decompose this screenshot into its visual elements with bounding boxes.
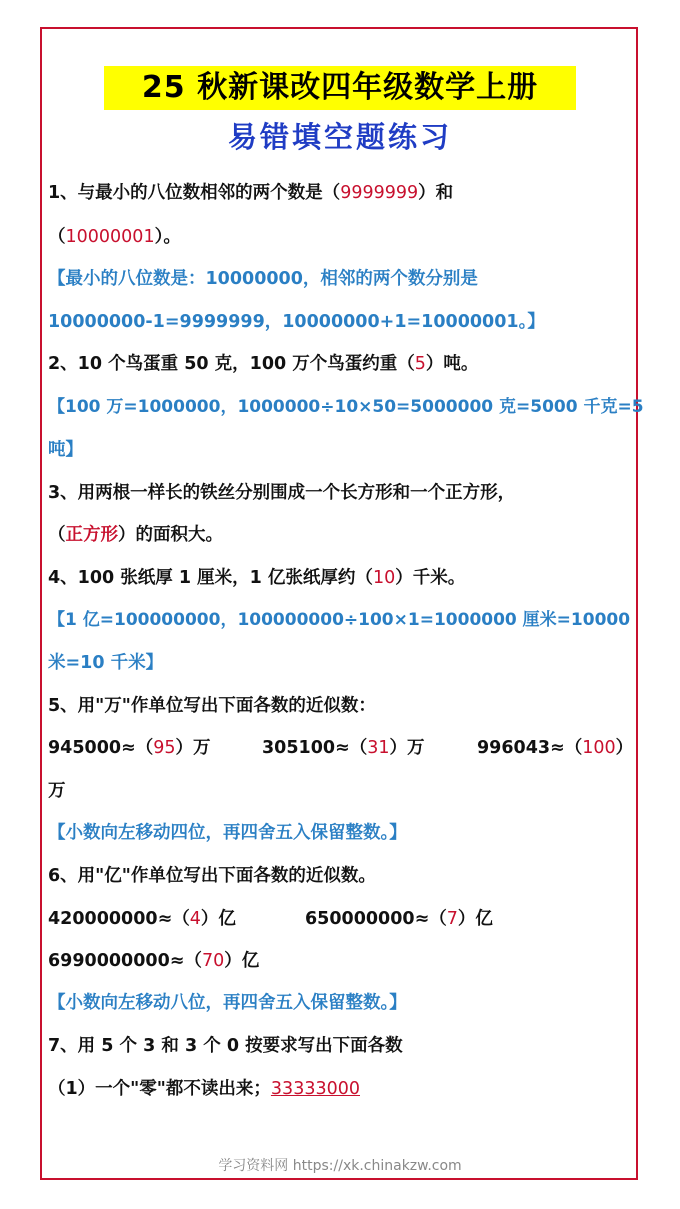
question-6-answer-1: 4 — [189, 909, 201, 929]
question-3-line-2 — [48, 520, 223, 550]
question-5-part-3 — [477, 733, 633, 763]
page-subtitle: 易错填空题练习 — [227, 120, 452, 154]
question-6-part-1-text: 420000000≈（ — [48, 909, 190, 929]
question-4 — [48, 563, 465, 593]
question-2 — [48, 349, 478, 379]
question-1-text-d: ）。 — [154, 227, 181, 247]
explanation-4-line-2: 米=10 千米】 — [48, 653, 164, 673]
question-5-part-3-text: 996043≈（ — [477, 738, 583, 758]
question-5-part-3-close: ） — [615, 738, 634, 758]
question-5-answer-1: 95 — [153, 738, 176, 758]
question-5-answer-3: 100 — [582, 738, 616, 758]
question-7-sub-1-text: （1）一个"零"都不读出来； — [48, 1079, 271, 1099]
question-6-answer-3: 70 — [201, 951, 225, 971]
question-6-part-3 — [48, 946, 259, 976]
explanation-5: 【小数向左移动四位，再四舍五入保留整数。】 — [48, 823, 407, 843]
question-1-answer-2: 10000001 — [65, 227, 155, 247]
question-5-part-2-unit: ）万 — [389, 738, 425, 758]
question-7-line-1: 7、用 5 个 3 和 3 个 0 按要求写出下面各数 — [48, 1036, 403, 1056]
question-6-part-3-text: 6990000000≈（ — [48, 951, 202, 971]
question-7-sub-1 — [48, 1074, 360, 1104]
question-5-part-1 — [48, 733, 211, 763]
question-2-text: 2、10 个鸟蛋重 50 克，100 万个鸟蛋约重（ — [48, 354, 415, 374]
question-4-text-b: ）千米。 — [395, 568, 466, 588]
question-4-answer: 10 — [372, 568, 396, 588]
question-5-part-1-unit: ）万 — [175, 738, 211, 758]
question-6-part-1 — [48, 904, 236, 934]
question-3-text-b: ）的面积大。 — [118, 525, 223, 545]
question-5-wrap: 万 — [48, 781, 66, 801]
explanation-4-line-1: 【1 亿=100000000，100000000÷100×1=1000000 厘米=10000 — [48, 610, 631, 630]
question-3-answer: 正方形 — [65, 525, 118, 545]
question-5-answer-2: 31 — [367, 738, 390, 758]
question-6-part-2-text: 650000000≈（ — [305, 909, 447, 929]
question-5-part-1-text: 945000≈（ — [48, 738, 154, 758]
question-6-part-3-unit: ）亿 — [224, 951, 260, 971]
question-5-part-2-text: 305100≈（ — [262, 738, 368, 758]
question-6-answer-2: 7 — [446, 909, 458, 929]
explanation-2-line-1: 【100 万=1000000，1000000÷10×50=5000000 克=5000 千克=5 — [48, 397, 644, 417]
explanation-1-line-1: 【最小的八位数是：10000000，相邻的两个数分别是 — [48, 269, 478, 289]
question-1-line-1 — [48, 178, 453, 208]
question-5-part-2 — [262, 733, 425, 763]
question-5-line-1: 5、用"万"作单位写出下面各数的近似数： — [48, 696, 376, 716]
page-title: 25 秋新课改四年级数学上册 — [104, 66, 576, 110]
question-1-answer-1: 9999999 — [340, 183, 419, 203]
question-1-line-2 — [48, 222, 181, 252]
question-6-line-1: 6、用"亿"作单位写出下面各数的近似数。 — [48, 866, 376, 886]
question-1-text-c: （ — [48, 227, 66, 247]
explanation-6: 【小数向左移动八位，再四舍五入保留整数。】 — [48, 993, 407, 1013]
question-1-text: 1、与最小的八位数相邻的两个数是（ — [48, 183, 341, 203]
question-6-part-1-unit: ）亿 — [200, 909, 236, 929]
footer-watermark: 学习资料网 https://xk.chinakzw.com — [218, 1158, 462, 1174]
explanation-1-line-2: 10000000-1=9999999，10000000+1=10000001。】 — [48, 312, 545, 332]
question-3-text-a: （ — [48, 525, 66, 545]
question-2-answer: 5 — [414, 354, 426, 374]
question-4-text: 4、100 张纸厚 1 厘米，1 亿张纸厚约（ — [48, 568, 373, 588]
question-1-text-b: ）和 — [418, 183, 454, 203]
explanation-2-line-2: 吨】 — [48, 440, 83, 460]
question-3-line-1: 3、用两根一样长的铁丝分别围成一个长方形和一个正方形， — [48, 483, 516, 503]
question-6-part-2-unit: ）亿 — [457, 909, 493, 929]
question-6-part-2 — [305, 904, 493, 934]
question-7-sub-1-answer: 33333000 — [270, 1079, 360, 1099]
question-2-text-b: ）吨。 — [425, 354, 479, 374]
